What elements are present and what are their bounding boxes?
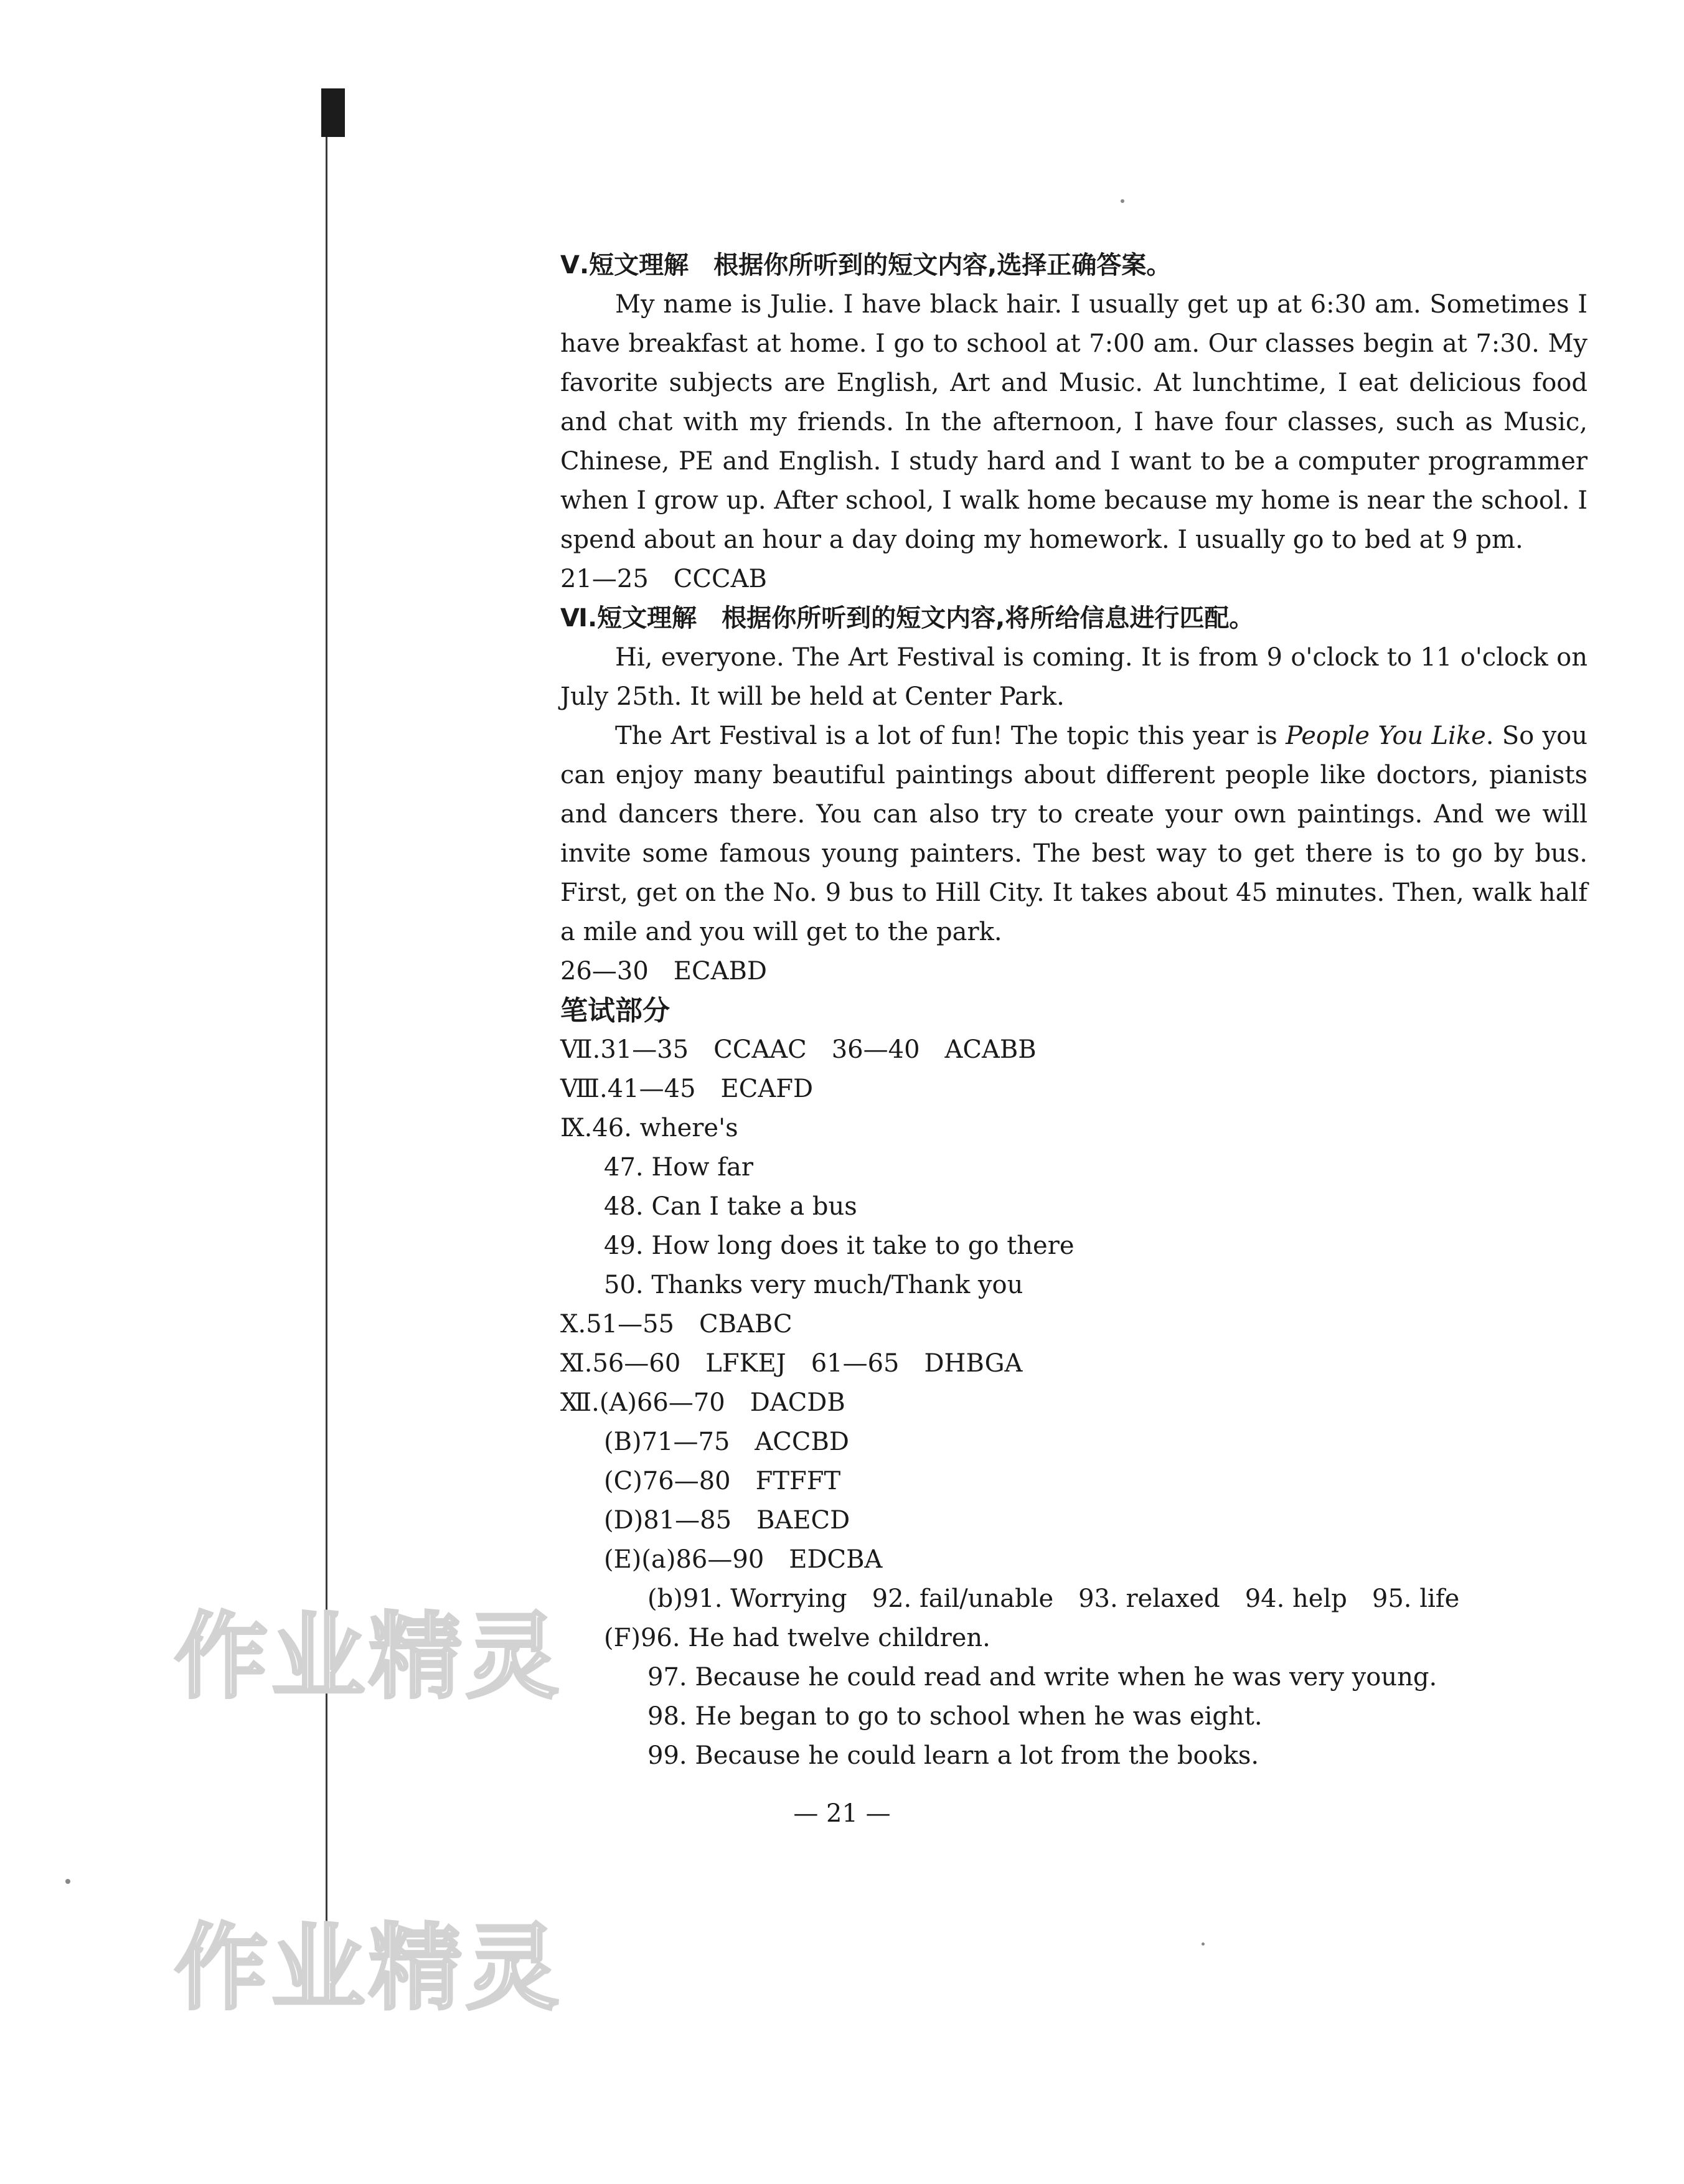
section-v-answer: 21—25 CCCAB [560, 565, 767, 593]
paragraph-text: The Art Festival is a lot of fun! The topic this year is [615, 722, 1286, 750]
section-vi-heading: Ⅵ.短文理解 根据你所听到的短文内容,将所给信息进行匹配。 [560, 604, 1254, 633]
section-xi-answers: Ⅺ.56—60 LFKEJ 61—65 DHBGA [560, 1349, 1023, 1378]
section-xii-b: (B)71—75 ACCBD [604, 1428, 849, 1456]
section-xii-e: (E)(a)86—90 EDCBA [604, 1545, 883, 1574]
section-ix-answer: 47. How far [604, 1153, 754, 1182]
section-xii-d: (D)81—85 BAECD [604, 1506, 850, 1535]
page-number: — 21 — [793, 1799, 891, 1828]
section-xii-c: (C)76—80 FTFFT [604, 1467, 841, 1495]
section-ix-answer: Ⅸ.46. where's [560, 1114, 738, 1142]
section-vi-paragraph-2 [560, 717, 1588, 952]
section-xii-f: (F)96. He had twelve children. [604, 1624, 990, 1652]
speck [65, 1879, 70, 1884]
written-part-heading: 笔试部分 [560, 995, 670, 1027]
section-vi-paragraph-1: Hi, everyone. The Art Festival is coming. It is from 9 o'clock to 11 o'clock on July 25th. It will be held at Center Park. [560, 643, 1588, 711]
watermark: 作业精灵 [174, 1603, 563, 1711]
section-xii-e-b: (b)91. Worrying 92. fail/unable 93. relaxed 94. help 95. life [647, 1584, 1460, 1613]
section-ix-answer: 48. Can I take a bus [604, 1192, 857, 1221]
section-viii-answers: Ⅷ.41—45 ECAFD [560, 1075, 814, 1103]
section-v-passage: My name is Julie. I have black hair. I usually get up at 6:30 am. Sometimes I have breakfast at home. I go to school at 7:00 am. Our classes begin at 7:30. My favorite subjects are English, Art and Music. At lunchtime, I eat delicious food and chat with my friends. In the afternoon, I have four classes, such as Music, Chinese, PE and English. I study hard and I want to be a computer programmer when I grow up. After school, I walk home because my home is near the school. I spend about an hour a day doing my homework. I usually go to bed at 9 pm. [560, 290, 1588, 554]
speck [1121, 199, 1124, 203]
section-ix-answer: 49. How long does it take to go there [604, 1231, 1075, 1260]
answer-page [560, 246, 1588, 1776]
binding-line [326, 137, 327, 2005]
section-xii-a: Ⅻ.(A)66—70 DACDB [560, 1388, 845, 1417]
section-vii-answers: Ⅶ.31—35 CCAAC 36—40 ACABB [560, 1035, 1037, 1064]
section-vi-answer: 26—30 ECABD [560, 957, 767, 986]
section-x-answers: Ⅹ.51—55 CBABC [560, 1310, 793, 1339]
section-v-heading: Ⅴ.短文理解 根据你所听到的短文内容,选择正确答案。 [560, 251, 1172, 280]
paragraph-text: . So you can enjoy many beautiful paintings about different people like doctors, pianists and dancers there. You can also try to create your own paintings. And we will invite some famous young painters. The best way to get there is to go by bus. First, get on the No. 9 bus to Hill City. It takes about 45 minutes. Then, walk half a mile and you will get to the park. [560, 722, 1588, 946]
speck [1202, 1942, 1205, 1946]
binding-mark [321, 88, 345, 137]
section-xii-f-answer: 99. Because he could learn a lot from the books. [647, 1741, 1259, 1770]
section-ix-answer: 50. Thanks very much/Thank you [604, 1271, 1023, 1299]
festival-topic: People You Like [1286, 722, 1486, 750]
section-xii-f-answer: 97. Because he could read and write when he was very young. [647, 1663, 1437, 1692]
section-xii-f-answer: 98. He began to go to school when he was eight. [647, 1702, 1263, 1731]
watermark: 作业精灵 [174, 1914, 563, 2023]
